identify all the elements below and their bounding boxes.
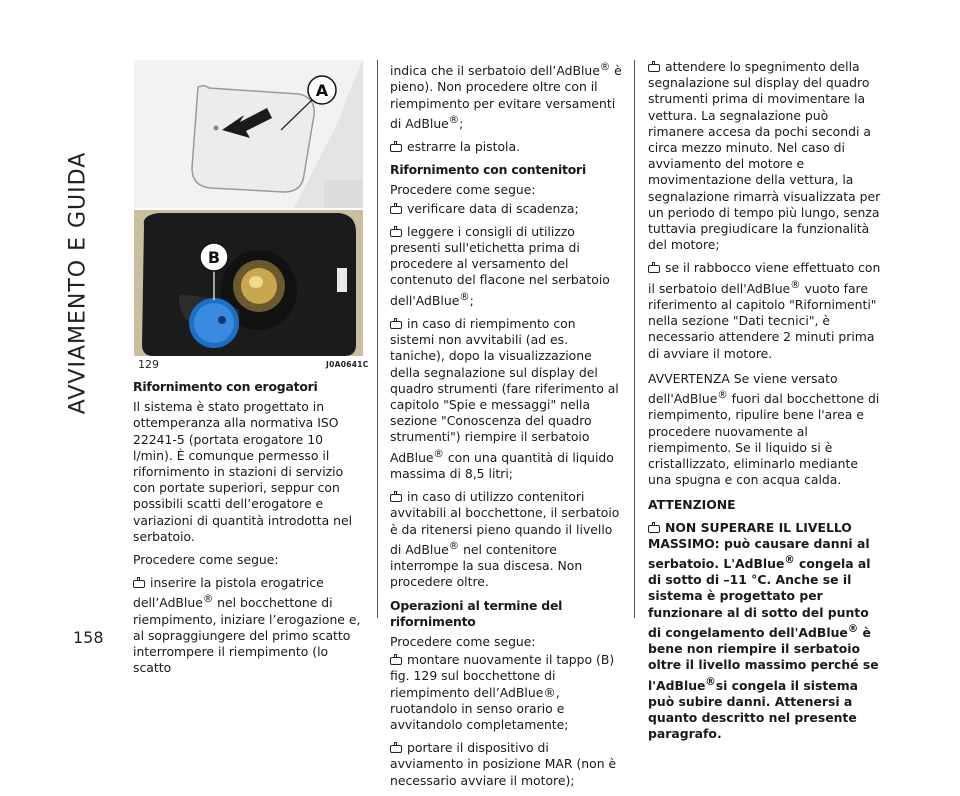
figure-image [134, 60, 363, 356]
column-1 [133, 379, 365, 684]
bullet-icon [648, 64, 660, 72]
section-title-text: AVVIAMENTO E GUIDA [65, 151, 91, 415]
bullet-icon [390, 745, 402, 753]
bullet-icon [648, 525, 660, 533]
list-item: portare il dispositivo di avviamento in posizione MAR (non è necessario avviare il motore); [390, 740, 617, 788]
list-item: verificare data di scadenza; [390, 201, 622, 217]
paragraph-system: Il sistema è stato progettato in ottemperanza alla normativa ISO 22241-5 (portata erogatore 10 l/min). È comunque permesso il rifornimento in stazioni di servizio con portate superiori, seppur con possibili scatti dell’erogatore e variazioni di quantità introdotta nel serbatoio. [133, 399, 353, 544]
label-a: A [315, 81, 329, 100]
bullet-icon [390, 657, 402, 665]
paragraph-warning-note: AVVERTENZA Se viene versato dell'AdBlue® fuori dal bocchettone di riempimento, ripulire bene l'area e procedere nuovamente al riempimento. Se il liquido si è cristallizzato, eliminarlo mediante una spugna e con acqua calda. [648, 370, 880, 488]
paragraph-procedure: Procedere come segue: [133, 552, 279, 568]
fuel-door-illustration [134, 60, 363, 356]
list-item: se il rabbocco viene effettuato con il serbatoio dell'AdBlue® vuoto fare riferimento al capitolo "Rifornimenti" nella sezione "Dati tecnici", è necessario attendere 2 minuti prima di avviare il motore. [648, 260, 881, 361]
bullet-icon [390, 321, 402, 329]
bullet-icon [390, 494, 402, 502]
bullet-icon [133, 580, 145, 588]
list-item: inserire la pistola erogatrice dell’AdBlue® nel bocchettone di riempimento, iniziare l’erogazione e, al sopraggiungere del primo scatto interrompere il riempimento (lo scatto [133, 575, 361, 676]
list-item-continued: indica che il serbatoio dell’AdBlue® è pieno). Non procedere oltre con il riempimento per evitare versamenti di AdBlue®; [390, 61, 622, 131]
paragraph-procedure: Procedere come segue: [390, 182, 536, 198]
bullet-icon [648, 265, 660, 273]
label-b: B [207, 248, 221, 267]
list-item: in caso di riempimento con sistemi non avvitabili (ad es. taniche), dopo la visualizzazione della segnalazione sul display del quadro strumenti (fare riferimento al capitolo "Spie e messaggi" nella sezione "Conoscenza del quadro strumenti") riempire il serbatoio AdBlue® con una quantità di liquido massima di 8,5 litri; [390, 316, 619, 481]
column-2 [390, 59, 622, 796]
warning-item: NON SUPERARE IL LIVELLO MASSIMO: può causare danni al serbatoio. L'AdBlue® congela al di sotto di –11 °C. Anche se il sistema è progettato per funzionare al di sotto del punto di congelamento dell'AdBlue® è bene non riempire il serbatoio oltre il livello massimo perché se l'AdBlue®si congela il sistema può subire danni. Attenersi a quanto descritto nel presente paragrafo. [648, 519, 879, 742]
list-item: attendere lo spegnimento della segnalazione sul display del quadro strumenti prima di movimentare la vettura. La segnalazione può rimanere accesa da pochi secondi a circa mezzo minuto. Nel caso di avviamento del motore e movimentazione della vettura, la segnalazione rimarrà visualizzata per un periodo di tempo più lungo, senza tuttavia pregiudicare la funzionalità del motore; [648, 59, 881, 253]
heading-containers: Rifornimento con contenitori [390, 162, 587, 178]
bullet-icon [390, 144, 402, 152]
list-item: montare nuovamente il tappo (B) fig. 129 sul bocchettone di riempimento dell’AdBlue®, ruotandolo in senso orario e avvitandolo completamente; [390, 652, 615, 732]
heading-after-refuelling: Operazioni al termine del rifornimento [390, 597, 563, 629]
column-3 [648, 59, 882, 750]
column-divider-2 [634, 60, 635, 618]
list-item: in caso di utilizzo contenitori avvitabili al bocchettone, il serbatoio è da ritenersi pieno quando il livello di AdBlue® nel contenitore interrompe la sua discesa. Non procedere oltre. [390, 489, 620, 590]
bullet-icon [390, 229, 402, 237]
paragraph-procedure: Procedere come segue: [390, 633, 536, 649]
figure-number: 129 [138, 358, 159, 371]
list-item: leggere i consigli di utilizzo presenti sull'etichetta prima di procedere al versamento del contenuto del flacone nel serbatoio dell'AdBlue®; [390, 223, 610, 308]
page-number: 158 [73, 628, 104, 647]
list-item: estrarre la pistola. [390, 139, 622, 155]
heading-attention: ATTENZIONE [648, 497, 736, 513]
column-divider-1 [377, 60, 378, 618]
bullet-icon [390, 206, 402, 214]
heading-dispensers: Rifornimento con erogatori [133, 379, 318, 394]
figure-code: J0A0641C [326, 360, 369, 369]
